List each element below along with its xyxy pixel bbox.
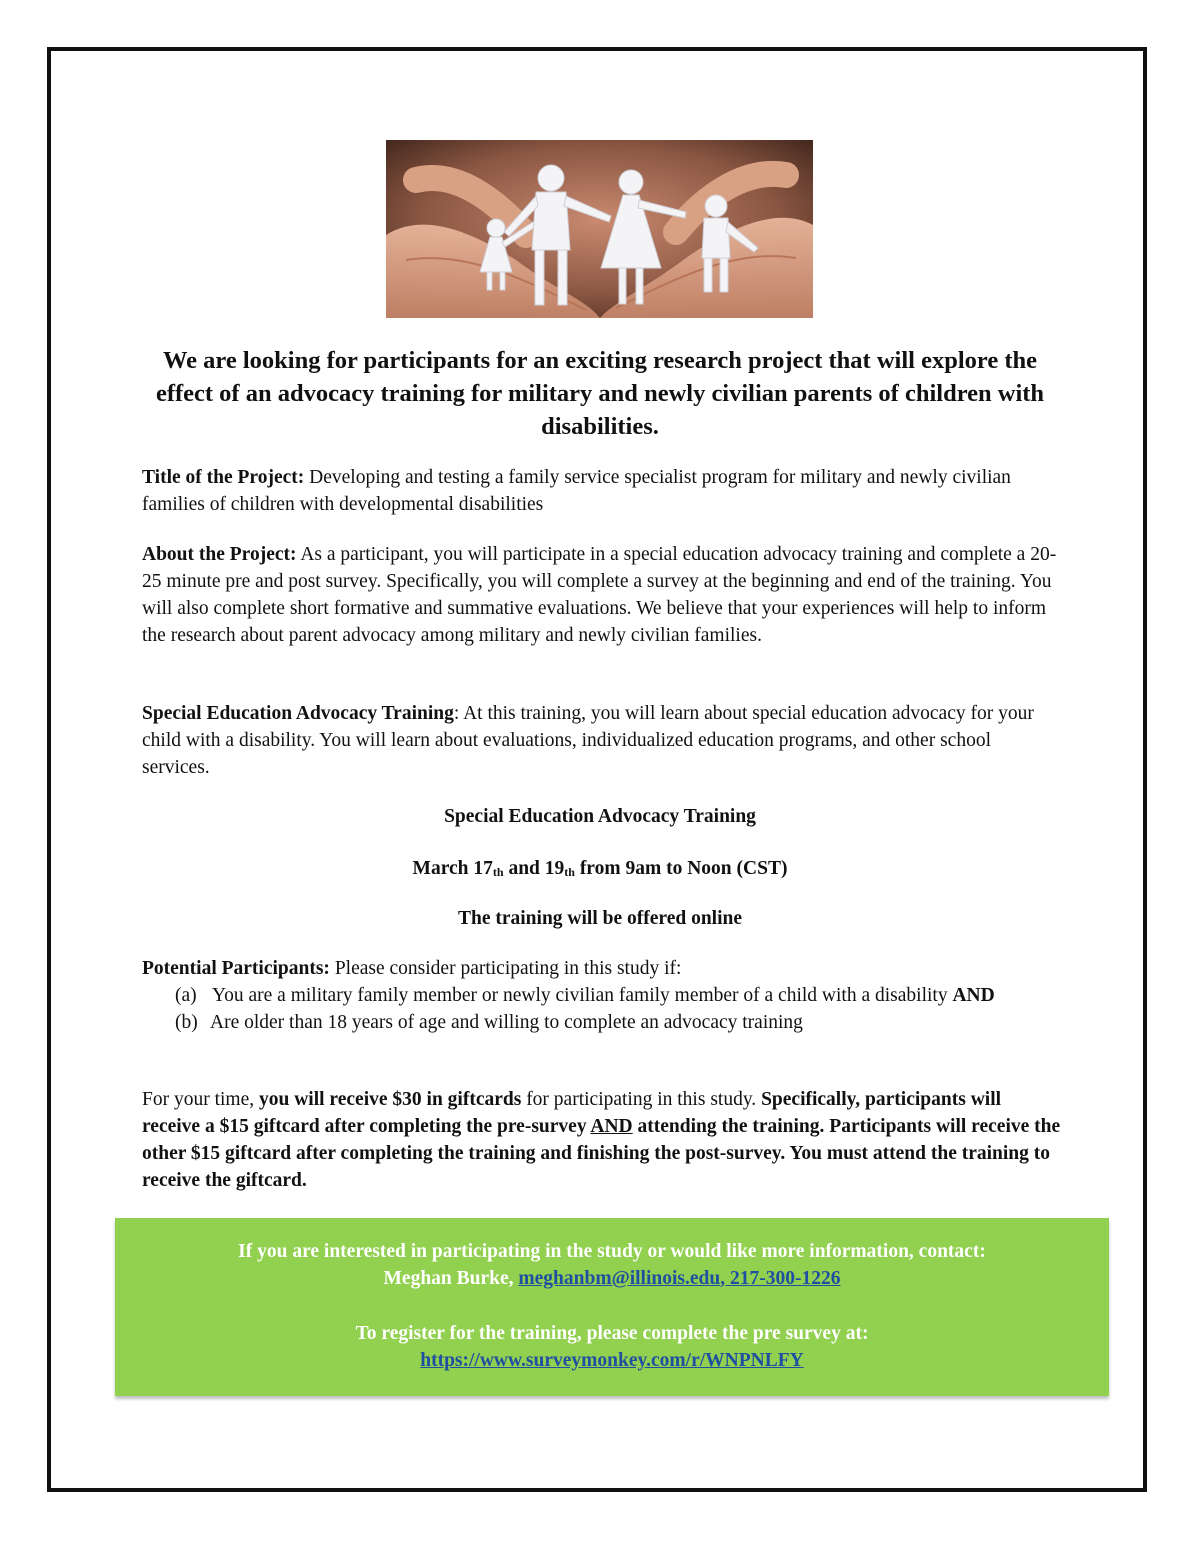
participants-label: Potential Participants: — [142, 958, 330, 979]
survey-link-line — [115, 1347, 1109, 1374]
list-item: (b) Are older than 18 years of age and willing to complete an advocacy training — [175, 1012, 803, 1033]
project-title-paragraph — [142, 464, 1062, 518]
headline: We are looking for participants for an exciting research project that will explore the effect of an advocacy training for military and newly civilian parents of children with disabilities. — [155, 347, 1045, 440]
about-project-text: As a participant, you will participate in a special education advocacy training and complete a 20-25 minute pre and post survey. Specifically, you will complete a survey at the beginning and end of the training. You will also complete short formative and summative evaluations. We believe that your experiences will help to inform the research about parent advocacy among military and newly civilian families. — [142, 544, 1057, 646]
phone-link[interactable]: , 217-300-1226 — [720, 1268, 841, 1289]
survey-link[interactable]: https://www.surveymonkey.com/r/WNPNLFY — [420, 1350, 804, 1371]
about-project-label: About the Project: — [142, 544, 297, 565]
contact-details: Meghan Burke, meghanbm@illinois.edu, 217-300-1226 — [383, 1268, 841, 1289]
compensation-paragraph: For your time, you will receive $30 in giftcards for participating in this study. Specifically, participants will receive a $15 giftcard after completing the pre-survey AND attending the training. Participants will receive the other $15 giftcard after completing the training and finishing the post-survey. You must attend the training to receive the giftcard. — [142, 1089, 1061, 1191]
about-project-paragraph — [142, 541, 1062, 649]
project-title-text: Developing and testing a family service specialist program for military and newly civilian families of children with developmental disabilities — [142, 467, 1011, 515]
event-date: March $17_{th}$ and $19_{th}$ from 9am to Noon (CST) — [412, 858, 788, 879]
contact-box — [115, 1218, 1109, 1396]
project-title-label: Title of the Project: — [142, 467, 305, 488]
participants-intro — [142, 955, 1062, 982]
event-name: Special Education Advocacy Training — [444, 806, 756, 827]
training-label: Special Education Advocacy Training — [142, 703, 454, 724]
event-format: The training will be offered online — [457, 908, 743, 929]
register-text: To register for the training, please complete the pre survey at: — [355, 1323, 869, 1344]
participants-intro-text: Please consider participating in this study if: — [334, 958, 682, 979]
list-item: (a) You are a military family member or newly civilian family member of a child with a disability AND — [175, 985, 995, 1006]
contact-intro: If you are interested in participating in the study or would like more information, contact: — [238, 1241, 986, 1262]
eligibility-list — [175, 982, 1055, 1036]
training-paragraph — [142, 700, 1062, 781]
email-link[interactable]: meghanbm@illinois.edu — [518, 1268, 721, 1289]
paper-family-in-hands-photo — [386, 140, 813, 318]
training-text: : At this training, you will learn about special education advocacy for your child with a disability. You will learn about evaluations, individualized education programs, and other school services. — [142, 703, 1034, 778]
